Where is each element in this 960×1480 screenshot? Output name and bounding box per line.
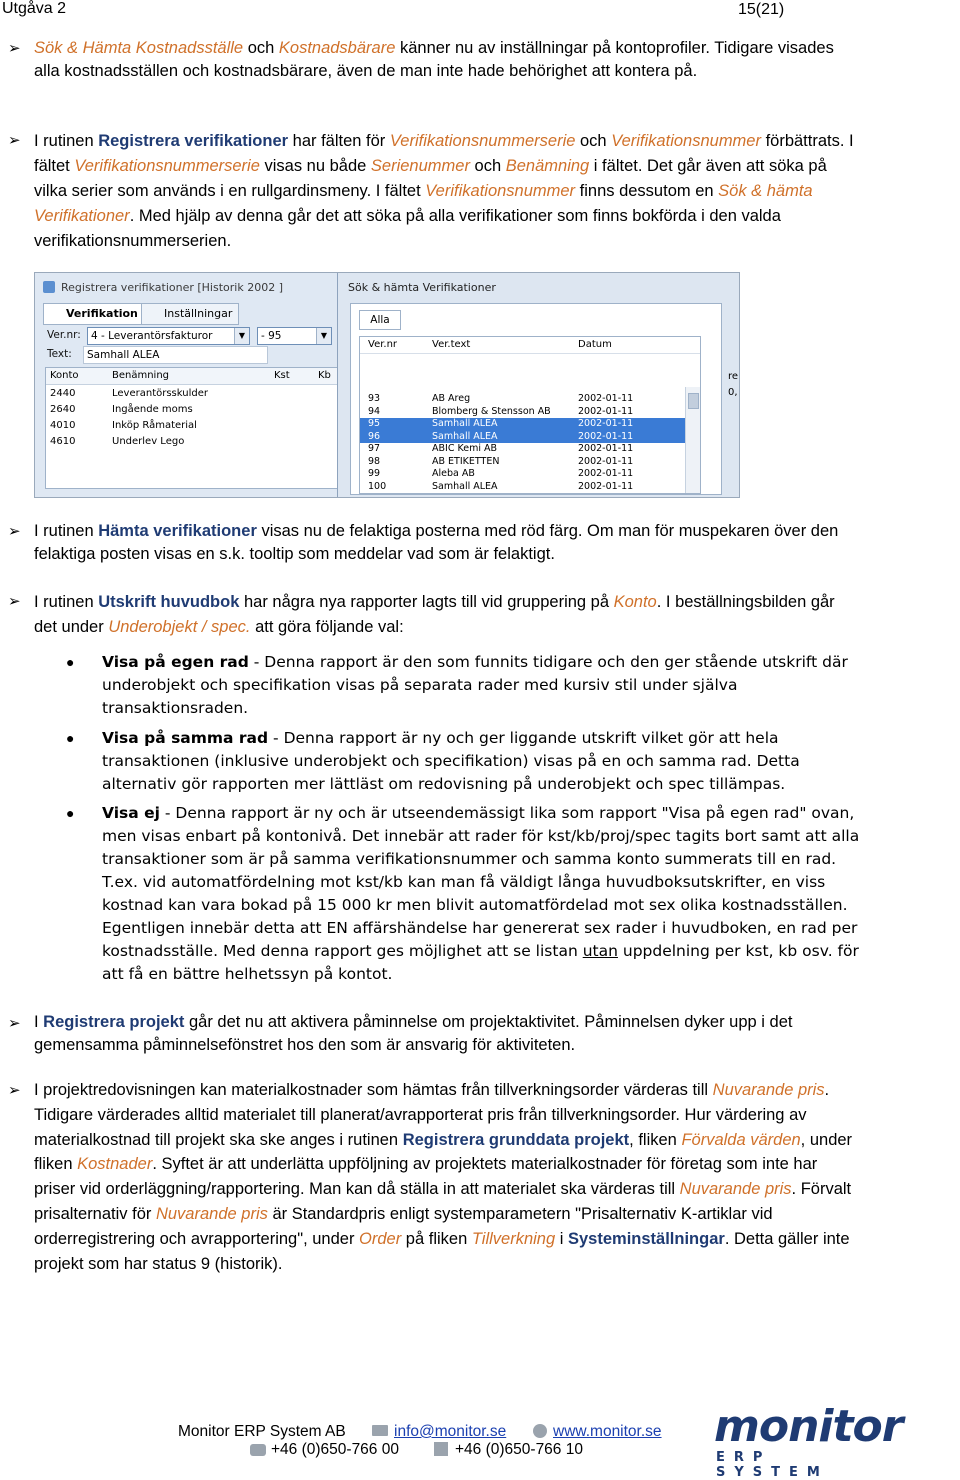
tab-bar [43, 303, 343, 323]
edge-char: 0, [728, 387, 738, 398]
list-row[interactable] [360, 481, 700, 494]
footer-web[interactable] [553, 1423, 662, 1441]
tab-installningar[interactable] [141, 303, 239, 325]
text: . Syftet är att underlätta uppföljning av projektets materialkostnader för företag som inte har priser vid orderläggning/rapportering. Man kan då ställa in att materialet ska värderas till [34, 1155, 818, 1199]
bullet-dot-icon: ● [66, 654, 75, 670]
text: har några nya rapporter lagts till vid gruppering på [239, 593, 614, 611]
page-number: 15(21) [738, 1, 785, 18]
text-label: Text: [47, 348, 72, 360]
footer-company: Monitor ERP System AB [178, 1423, 346, 1440]
list-row-selected[interactable] [360, 431, 700, 444]
cell: Samhall ALEA [432, 480, 498, 492]
bullet-visa-ej [102, 802, 862, 986]
list-row[interactable] [360, 393, 700, 406]
text: på fliken [401, 1229, 472, 1248]
globe-icon [533, 1424, 547, 1438]
field-ref: Konto [613, 593, 657, 611]
grid-cell[interactable]: Leverantörsskulder [112, 388, 208, 399]
bullet-visa-pa-egen-rad [102, 651, 862, 720]
footer-phone: +46 (0)650-766 00 [271, 1441, 399, 1458]
web-link[interactable]: www.monitor.se [553, 1423, 662, 1440]
bullet-dot-icon: ● [66, 805, 75, 821]
cell: 2002-01-11 [578, 430, 634, 442]
field-ref: Serienummer [370, 157, 470, 175]
text: I projektredovisningen kan materialkostnader som hämtas från tillverkningsorder värderas till [34, 1081, 713, 1099]
routine-name: Utskrift huvudbok [98, 593, 240, 611]
paragraph-hamta-verifikationer [34, 520, 854, 566]
text: går det nu att aktivera påminnelse om projektaktivitet. Påminnelsen dyker upp i det gemensamma påminnelsefönstret hos den som är ansvarig för aktiviteten. [34, 1013, 793, 1054]
cell: 2002-01-11 [578, 418, 634, 429]
monitor-logo [714, 1401, 903, 1480]
cell: Aleba AB [432, 468, 475, 479]
text: är Standardpris enligt systemparametern "Prisalternativ K-artiklar vid orderregistrering och avrapportering", under [34, 1204, 773, 1248]
field-ref: Verifikationsnummerserie [74, 157, 260, 175]
text: . I beställningsbilden går det under [34, 593, 835, 636]
grid-header [46, 368, 346, 385]
cell: 2002-01-11 [578, 393, 634, 404]
konto-grid [45, 367, 347, 489]
field-ref: Verifikationsnummer [425, 182, 576, 200]
text: , under fliken [34, 1130, 853, 1174]
paragraph-utskrift-huvudbok [34, 590, 854, 640]
edge-char: re [728, 371, 739, 382]
cell: 99 [368, 468, 381, 479]
footer-fax: +46 (0)650-766 10 [455, 1441, 583, 1458]
chevron-down-icon[interactable]: ▼ [316, 328, 331, 344]
edition-label: Utgåva 2 [2, 0, 67, 17]
option-title: Visa på samma rad [102, 729, 269, 747]
field-ref: Sök & hämta Verifikationer [34, 182, 813, 225]
tab-label: Verifikation [66, 307, 138, 320]
field-ref: Förvalda värden [681, 1130, 801, 1149]
cell: Samhall ALEA [432, 418, 498, 429]
list-header-cell: Datum [578, 339, 612, 350]
routine-name: Registrera verifikationer [98, 132, 289, 150]
arrow-bullet-icon: ➢ [8, 522, 21, 540]
registrera-verifikationer-window [35, 273, 355, 497]
text: har fälten för [288, 132, 390, 150]
footer-email[interactable] [394, 1423, 506, 1441]
grid-header-cell: Benämning [112, 370, 170, 381]
cell: 93 [368, 393, 381, 404]
header-divider [360, 353, 700, 354]
search-panel [350, 303, 722, 495]
field-ref: Tillverkning [471, 1229, 556, 1248]
text: I rutinen [34, 593, 99, 611]
bullet-dot-icon: ● [66, 730, 75, 746]
cell: 2002-01-11 [578, 468, 634, 479]
sok-hamta-verifikationer-window [337, 273, 740, 497]
option-text: - Denna rapport är ny och ger liggande utskrift vilket gör att hela transaktionen (inklusive underobjekt och specifikation) visas på en och samma rad. Detta alternativ gör rapporten mer lättläst om redovisning på underobjekt och spec tillämpas. [102, 729, 800, 793]
cell: Samhall ALEA [432, 430, 498, 442]
embedded-screenshot [34, 272, 740, 498]
text-input[interactable] [83, 346, 268, 364]
vernr-label: Ver.nr: [47, 329, 81, 341]
field-ref: Kostnader [77, 1155, 153, 1174]
cell: 2002-01-11 [578, 480, 634, 492]
text: i fältet. Det går även att söka på vilka serier som används i en rullgardinsmeny. I fältet [34, 157, 827, 200]
cell: 95 [368, 418, 381, 429]
text: . Förvalt prisalternativ för [34, 1180, 852, 1223]
grid-cell[interactable]: Ingående moms [112, 404, 193, 415]
cell: ABIC Kemi AB [432, 443, 498, 454]
grid-cell[interactable]: Underlev Lego [112, 436, 185, 447]
list-row-selected[interactable] [360, 418, 700, 431]
grid-header-cell: Kst [274, 370, 290, 381]
grid-cell[interactable]: 2640 [50, 404, 76, 415]
paragraph-projektredovisning [34, 1078, 854, 1276]
text: och [575, 132, 612, 150]
logo-word: monitor [714, 1401, 903, 1452]
text: känner nu av inställningar på kontoprofiler. Tidigare visades alla kostnadsställen och kostnadsbärare, även de man inte hade behörighet att kontera på. [34, 39, 834, 80]
grid-cell[interactable]: 4610 [50, 436, 76, 447]
arrow-bullet-icon: ➢ [8, 1081, 21, 1099]
routine-name: Hämta verifikationer [98, 522, 257, 540]
field-ref: Verifikationsnummerserie [389, 132, 576, 150]
cell: 97 [368, 443, 381, 454]
combo-value: 4 - Leverantörsfakturor [91, 330, 213, 342]
text: och [243, 39, 279, 57]
option-text: - Denna rapport är ny och är utseendemässigt lika som rapport "Visa på egen rad" ovan, men visas enbart på kontonivå. Det innebär att rader för kst/kb/proj/spec tagits bort samt att alla transaktioner som är på samma verifikationsnummer och samma konto summerats till en rad. T.ex. vid automatfördelning mot kst/kb kan man få väldigt långa huvudboksutskrifter, en viss kostnad kan vara bokad på 15 000 kr men blivit automatfördelad mot sex olika kostnadsställen. Egentligen innebär detta att EN affärshändelse har genererat sex rader i huvudboken, en rad per kostnadsställe. Med denna rapport ges möjlighet att se listan [102, 804, 860, 960]
field-ref: Underobjekt / spec. [108, 618, 251, 636]
scrollbar[interactable] [685, 387, 700, 493]
cell: AB Areg [432, 393, 471, 404]
field-ref: Nuvarande pris [712, 1081, 825, 1099]
paragraph-registrera-verifikationer [34, 129, 854, 254]
field-ref: Nuvarande pris [155, 1204, 268, 1223]
cell: 2002-01-11 [578, 405, 634, 417]
window-title: Registrera verifikationer [Historik 2002 ] [61, 281, 283, 294]
scroll-thumb[interactable] [688, 393, 699, 409]
option-title: Visa på egen rad [102, 653, 249, 671]
combo-value: - 95 [261, 330, 282, 342]
text: . Detta gäller inte projekt som har status 9 (historik). [34, 1229, 850, 1273]
arrow-bullet-icon: ➢ [8, 39, 21, 57]
list-header-cell: Ver.nr [368, 339, 398, 350]
vernr-serie-combo[interactable] [87, 327, 250, 345]
routine-name: Systeminställningar [568, 1229, 725, 1248]
text: . Med hjälp av denna går det att söka på alla verifikationer som finns bokförda i den valda verifikationsnummerserien. [34, 207, 781, 250]
logo-subtitle: ERP SYSTEM [716, 1450, 829, 1480]
cell: 2002-01-11 [578, 455, 634, 467]
fax-icon [434, 1442, 448, 1456]
text: I rutinen [34, 132, 99, 150]
cell: 94 [368, 405, 381, 417]
tab-alla[interactable]: Alla [359, 310, 401, 330]
grid-header-cell: Kb [318, 370, 331, 381]
bullet-visa-pa-samma-rad [102, 727, 862, 796]
text: att göra följande val: [250, 618, 404, 636]
text: I [34, 1013, 44, 1031]
text: , fliken [629, 1130, 682, 1149]
field-ref: Kostnadsbärare [278, 39, 396, 57]
arrow-bullet-icon: ➢ [8, 1014, 21, 1032]
grid-cell[interactable]: 2440 [50, 388, 76, 399]
cell: 2002-01-11 [578, 443, 634, 454]
list-row[interactable] [360, 443, 700, 456]
mail-icon [372, 1425, 388, 1436]
text: förbättrats. I fältet [34, 132, 854, 175]
cell: 96 [368, 430, 381, 442]
paragraph-sok-hamta [34, 37, 854, 83]
window-icon [43, 281, 55, 293]
arrow-bullet-icon: ➢ [8, 592, 21, 610]
tab-verifikation[interactable] [43, 303, 145, 325]
option-title: Visa ej [102, 804, 160, 822]
list-header-cell: Ver.text [432, 339, 471, 350]
list-row[interactable] [360, 456, 700, 469]
option-text: - Denna rapport är den som funnits tidigare och den ger stående utskrift där underobjekt och specifikation visas på separata rader med kursiv stil under själva transaktionsraden. [102, 653, 848, 717]
list-row[interactable] [360, 468, 700, 481]
routine-name: Registrera projekt [43, 1013, 185, 1031]
text: . Tidigare värderades alltid materialet till planerat/avrapporterat pris från tillverkningsorder. Hur värdering av materialkostnad till projekt ska ske anges i rutinen [34, 1081, 830, 1149]
field-ref: Order [359, 1229, 402, 1248]
field-ref: Verifikationsnummer [611, 132, 761, 150]
text: visas nu både [259, 157, 371, 175]
emphasis: utan [582, 942, 618, 960]
grid-cell[interactable]: 4010 [50, 420, 76, 431]
email-link[interactable]: info@monitor.se [394, 1423, 507, 1440]
text: I rutinen [34, 522, 99, 540]
arrow-bullet-icon: ➢ [8, 131, 21, 149]
input-value: Samhall ALEA [87, 349, 160, 361]
routine-name: Registrera grunddata projekt [402, 1130, 630, 1149]
text: visas nu de felaktiga posterna med röd färg. Om man för muspekaren över den felaktiga posten visas en s.k. tooltip som meddelar vad som är felaktigt. [34, 522, 839, 563]
vernr-number-combo[interactable] [257, 327, 332, 345]
verifikation-list [359, 336, 701, 494]
cell: 100 [368, 480, 387, 492]
option-text: uppdelning per kst, kb osv. för att få en bättre helhetssyn på kontot. [102, 942, 859, 983]
tab-label: Inställningar [164, 307, 233, 320]
paragraph-registrera-projekt [34, 1011, 854, 1057]
grid-header-cell: Konto [50, 370, 79, 381]
phone-icon [250, 1444, 266, 1456]
text: och [469, 157, 506, 175]
window-title: Sök & hämta Verifikationer [348, 281, 496, 294]
grid-cell[interactable]: Inköp Råmaterial [112, 420, 197, 431]
field-ref: Nuvarande pris [679, 1180, 792, 1199]
text: finns dessutom en [575, 182, 719, 200]
chevron-down-icon[interactable]: ▼ [234, 328, 249, 344]
list-row[interactable] [360, 406, 700, 419]
field-ref: Benämning [505, 157, 590, 175]
cell: AB ETIKETTEN [432, 455, 500, 467]
cell: 98 [368, 455, 381, 467]
cell: Blomberg & Stensson AB [432, 405, 551, 417]
field-ref: Sök & Hämta Kostnadsställe [34, 39, 244, 57]
text: i [555, 1229, 568, 1248]
